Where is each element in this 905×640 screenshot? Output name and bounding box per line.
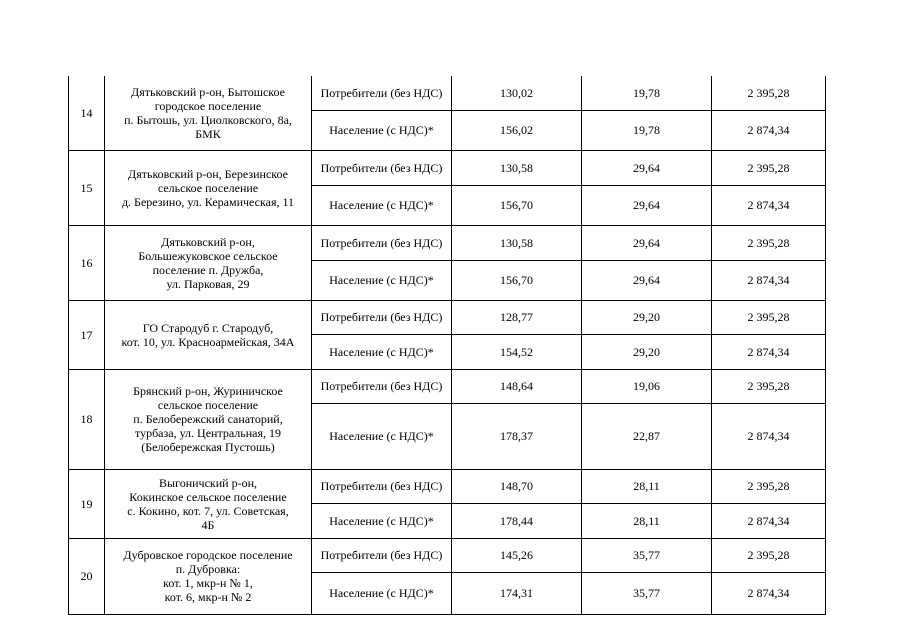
table-row	[69, 300, 826, 334]
consumer-category-cell	[312, 185, 452, 225]
tariff-value-2: 29,64	[633, 160, 660, 175]
tariff-value-2-cell	[582, 185, 712, 225]
tariff-value-3: 2 874,34	[747, 429, 790, 443]
tariff-value-2: 35,77	[633, 586, 660, 600]
tariff-value-1: 154,52	[500, 344, 533, 359]
consumer-category-cell	[312, 260, 452, 300]
tariff-value-2: 29,64	[633, 198, 660, 212]
tariff-value-1: 148,70	[500, 479, 533, 493]
location-line: Выгоничский р-он,	[159, 475, 257, 490]
tariff-value-2: 35,77	[633, 548, 660, 562]
tariff-value-2-cell	[582, 469, 712, 503]
tariff-value-2-cell	[582, 110, 712, 150]
tariff-value-1: 156,70	[500, 273, 533, 287]
tariff-value-3: 2 874,34	[747, 586, 790, 600]
consumer-category: Потребители (без НДС)	[320, 479, 443, 493]
location-line: городское поселение	[154, 98, 262, 113]
tariff-value-1-cell	[452, 185, 582, 225]
tariff-value-3-cell	[712, 334, 826, 369]
tariff-value-3: 2 395,28	[747, 379, 790, 393]
row-number: 16	[69, 225, 105, 300]
consumer-category-cell	[312, 503, 452, 538]
tariff-value-1-cell	[452, 225, 582, 260]
location-line: сельское поселение	[157, 398, 259, 412]
consumer-category: Потребители (без НДС)	[320, 85, 443, 100]
tariff-value-1: 145,26	[500, 548, 533, 562]
tariff-value-2-cell	[582, 300, 712, 334]
tariff-value-3: 2 395,28	[747, 479, 790, 493]
location-line: Дубровское городское поселение	[123, 548, 293, 562]
tariff-value-3-cell	[712, 403, 826, 469]
tariff-value-2-cell	[582, 403, 712, 469]
location-cell	[105, 300, 312, 369]
location-line: кот. 10, ул. Красноармейская, 34А	[121, 334, 295, 349]
location-line: п. Белобережский санаторий,	[133, 412, 283, 426]
table-row	[69, 369, 826, 403]
tariff-value-2: 19,78	[633, 85, 660, 100]
consumer-category: Потребители (без НДС)	[320, 379, 443, 393]
tariff-value-3: 2 395,28	[747, 235, 790, 250]
tariff-value-1-cell	[452, 503, 582, 538]
consumer-category-cell	[312, 572, 452, 614]
tariff-value-1: 130,02	[500, 85, 533, 100]
tariff-value-3-cell	[712, 110, 826, 150]
tariff-value-1-cell	[452, 334, 582, 369]
consumer-category: Потребители (без НДС)	[320, 160, 443, 175]
consumer-category-cell	[312, 403, 452, 469]
tariff-value-3-cell	[712, 369, 826, 403]
tariff-table	[68, 76, 826, 615]
tariff-table-body	[69, 76, 826, 614]
tariff-value-2-cell	[582, 503, 712, 538]
tariff-value-2: 29,64	[633, 273, 660, 287]
tariff-value-2-cell	[582, 225, 712, 260]
tariff-value-2-cell	[582, 260, 712, 300]
tariff-value-2: 29,64	[633, 235, 660, 250]
consumer-category-cell	[312, 300, 452, 334]
tariff-value-1: 156,02	[500, 123, 533, 137]
location-line: кот. 1, мкр-н № 1,	[163, 576, 253, 590]
consumer-category-cell	[312, 225, 452, 260]
tariff-value-3-cell	[712, 150, 826, 185]
location-line: ГО Стародуб г. Стародуб,	[142, 320, 274, 335]
consumer-category-cell	[312, 76, 452, 110]
tariff-value-3-cell	[712, 76, 826, 110]
tariff-value-1-cell	[452, 76, 582, 110]
location-cell	[105, 469, 312, 538]
location-line: кот. 6, мкр-н № 2	[164, 590, 252, 604]
tariff-value-1: 174,31	[500, 586, 533, 600]
row-number: 18	[69, 369, 105, 469]
location-line: ул. Парковая, 29	[166, 276, 250, 291]
tariff-value-1: 178,37	[500, 429, 533, 443]
tariff-value-1: 156,70	[500, 198, 533, 212]
location-line: п. Дубровка:	[175, 562, 241, 576]
table-row	[69, 225, 826, 260]
tariff-value-1: 130,58	[500, 160, 533, 175]
tariff-value-3: 2 874,34	[747, 513, 790, 528]
row-number: 15	[69, 150, 105, 225]
tariff-value-1-cell	[452, 403, 582, 469]
tariff-value-2-cell	[582, 76, 712, 110]
consumer-category: Население (с НДС)*	[329, 513, 434, 528]
location-line: Дятьковский р-он,	[161, 234, 255, 249]
tariff-value-2: 22,87	[633, 429, 660, 443]
location-cell	[105, 369, 312, 469]
location-line: турбаза, ул. Центральная, 19	[134, 426, 281, 440]
tariff-value-3-cell	[712, 185, 826, 225]
location-line: Дятьковский р-он, Березинское	[128, 166, 288, 181]
tariff-value-1-cell	[452, 369, 582, 403]
tariff-value-3-cell	[712, 572, 826, 614]
location-line: д. Березино, ул. Керамическая, 11	[121, 194, 295, 209]
tariff-value-3: 2 395,28	[747, 548, 790, 562]
location-line: Брянский р-он, Журиничское	[133, 384, 283, 398]
tariff-value-3: 2 874,34	[747, 123, 790, 137]
tariff-value-1-cell	[452, 150, 582, 185]
consumer-category: Население (с НДС)*	[329, 429, 434, 443]
tariff-value-2: 29,20	[633, 310, 660, 324]
location-line: (Белобережская Пустошь)	[141, 440, 275, 454]
location-line: БМК	[195, 126, 221, 141]
tariff-value-3: 2 395,28	[747, 310, 790, 324]
row-number: 17	[69, 300, 105, 369]
tariff-value-2-cell	[582, 334, 712, 369]
table-row	[69, 469, 826, 503]
consumer-category-cell	[312, 369, 452, 403]
tariff-value-2: 29,20	[633, 344, 660, 359]
tariff-value-3: 2 395,28	[747, 160, 790, 175]
location-line: Дятьковский р-он, Бытошское	[131, 84, 285, 99]
location-line: поселение п. Дружба,	[152, 262, 264, 277]
tariff-value-3-cell	[712, 225, 826, 260]
location-line: Кокинское сельское поселение	[129, 489, 287, 504]
tariff-value-1-cell	[452, 110, 582, 150]
location-line: с. Кокино, кот. 7, ул. Советская,	[127, 503, 289, 518]
tariff-value-1-cell	[452, 538, 582, 572]
tariff-value-2-cell	[582, 150, 712, 185]
consumer-category: Потребители (без НДС)	[320, 310, 443, 324]
tariff-value-2: 19,78	[633, 123, 660, 137]
tariff-value-2-cell	[582, 572, 712, 614]
tariff-value-3-cell	[712, 538, 826, 572]
tariff-value-1-cell	[452, 572, 582, 614]
tariff-value-1-cell	[452, 300, 582, 334]
tariff-value-1-cell	[452, 469, 582, 503]
row-number: 19	[69, 469, 105, 538]
consumer-category-cell	[312, 469, 452, 503]
tariff-value-1-cell	[452, 260, 582, 300]
tariff-value-2: 28,11	[633, 479, 660, 493]
tariff-value-3-cell	[712, 300, 826, 334]
tariff-value-1: 148,64	[500, 379, 533, 393]
consumer-category-cell	[312, 110, 452, 150]
consumer-category: Население (с НДС)*	[329, 586, 434, 600]
consumer-category-cell	[312, 538, 452, 572]
tariff-value-3: 2 874,34	[747, 198, 790, 212]
table-row	[69, 538, 826, 572]
location-line: сельское поселение	[157, 180, 259, 195]
tariff-value-3: 2 874,34	[747, 344, 790, 359]
row-number: 14	[69, 76, 105, 150]
tariff-value-2-cell	[582, 538, 712, 572]
tariff-value-3-cell	[712, 503, 826, 538]
tariff-value-2: 19,06	[633, 379, 660, 393]
tariff-value-3: 2 874,34	[747, 273, 790, 287]
consumer-category: Население (с НДС)*	[329, 273, 434, 287]
consumer-category-cell	[312, 150, 452, 185]
consumer-category: Потребители (без НДС)	[320, 548, 443, 562]
consumer-category: Население (с НДС)*	[329, 344, 434, 359]
tariff-value-3-cell	[712, 469, 826, 503]
consumer-category: Население (с НДС)*	[329, 123, 434, 137]
consumer-category-cell	[312, 334, 452, 369]
consumer-category: Потребители (без НДС)	[320, 235, 443, 250]
location-cell	[105, 150, 312, 225]
location-cell	[105, 76, 312, 150]
location-line: п. Бытошь, ул. Циолковского, 8а,	[124, 112, 292, 127]
location-line: 4Б	[201, 517, 215, 532]
tariff-value-3-cell	[712, 260, 826, 300]
tariff-value-2-cell	[582, 369, 712, 403]
consumer-category: Население (с НДС)*	[329, 198, 434, 212]
table-row	[69, 150, 826, 185]
table-row	[69, 76, 826, 110]
tariff-value-1: 128,77	[500, 310, 533, 324]
location-line: Большежуковское сельское	[138, 248, 278, 263]
tariff-value-1: 178,44	[500, 513, 533, 528]
row-number: 20	[69, 538, 105, 614]
tariff-value-3: 2 395,28	[747, 85, 790, 100]
tariff-value-2: 28,11	[633, 513, 660, 528]
location-cell	[105, 225, 312, 300]
location-cell	[105, 538, 312, 614]
tariff-value-1: 130,58	[500, 235, 533, 250]
